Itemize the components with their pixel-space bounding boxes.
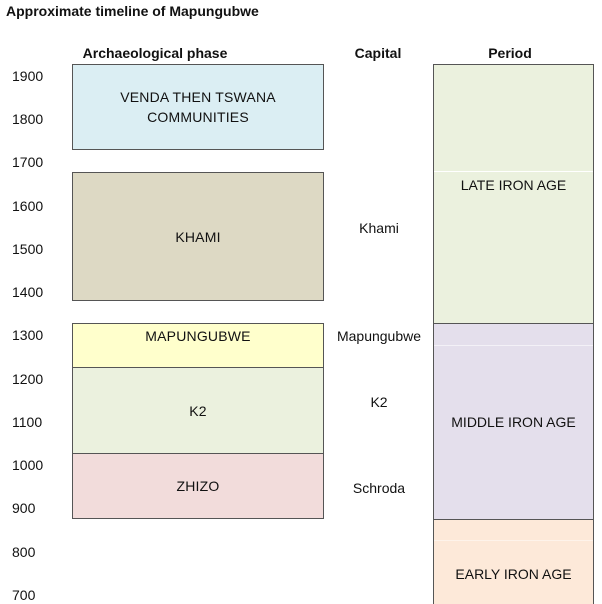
capital-mapungubwe: Mapungubwe [336, 328, 422, 344]
phase-label-khami: KHAMI [175, 228, 221, 245]
year-label-800: 800 [12, 544, 36, 560]
period-label-late-iron-age: LATE IRON AGE [460, 177, 567, 193]
year-label-900: 900 [12, 500, 36, 516]
period-label-early-iron-age: EARLY IRON AGE [455, 566, 572, 582]
phase-label-k2: K2 [189, 402, 207, 419]
phase-label-mapungubwe: MAPUNGUBWE [145, 328, 251, 344]
capital-k2: K2 [370, 394, 388, 410]
year-label-700: 700 [12, 587, 36, 603]
header-capital: Capital [354, 45, 402, 61]
period-label-middle-iron-age: MIDDLE IRON AGE [451, 414, 576, 430]
year-label-1700: 1700 [12, 154, 44, 170]
year-label-1600: 1600 [12, 198, 44, 214]
header-period: Period [488, 45, 532, 61]
header-archaeological-phase: Archaeological phase [82, 45, 228, 61]
phase-box-k2 [72, 367, 324, 454]
year-label-1000: 1000 [12, 457, 44, 473]
year-label-1300: 1300 [12, 327, 44, 343]
year-label-1100: 1100 [12, 414, 43, 430]
period-box-late-iron-age [433, 64, 594, 324]
phase-box-venda-tswana [72, 64, 324, 150]
phase-box-khami [72, 172, 324, 301]
year-label-1200: 1200 [12, 371, 44, 387]
period-gridline [434, 171, 593, 172]
period-gridline [434, 540, 593, 541]
year-label-1800: 1800 [12, 111, 44, 127]
phase-box-zhizo [72, 453, 324, 519]
phase-label-zhizo: ZHIZO [176, 478, 220, 494]
phase-label-venda-line1: VENDA THEN TSWANA [120, 89, 276, 105]
capital-khami: Khami [359, 220, 399, 236]
year-label-1400: 1400 [12, 284, 44, 300]
period-gridline [434, 345, 593, 346]
phase-box-mapungubwe [72, 323, 324, 368]
capital-schroda: Schroda [352, 480, 406, 496]
period-box-early-iron-age [433, 519, 594, 604]
phase-label-venda-line2: COMMUNITIES [147, 109, 249, 125]
year-label-1900: 1900 [12, 68, 44, 84]
year-label-1500: 1500 [12, 241, 44, 257]
diagram-title: Approximate timeline of Mapungubwe [6, 3, 259, 19]
